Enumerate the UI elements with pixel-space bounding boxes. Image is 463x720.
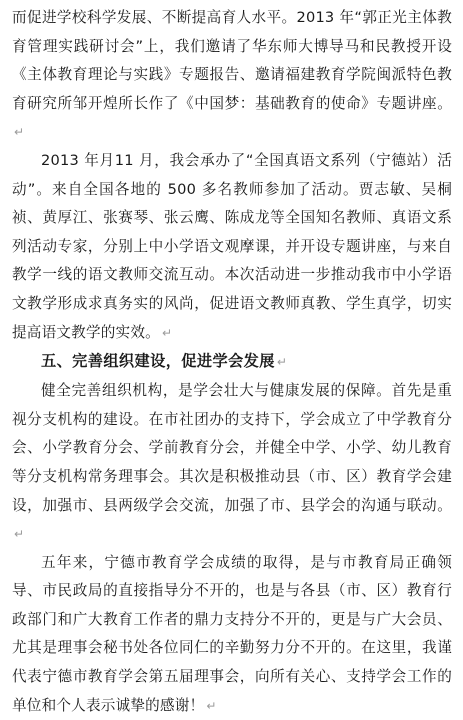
paragraph-1 <box>12 4 452 147</box>
paragraph-2-text: 2013 年月11 月，我会承办了“全国真语文系列（宁德站）活动”。来自全国各地的 500 多名教师参加了活动。贾志敏、吴桐祯、黄厚江、张赛琴、张云鹰、陈成龙等全国知名教师、真语文系列活动专家，分别上中小学语文观摩课，并开设专题讲座，与来自教学一线的语文教师交流互动。本次活动进一步推动我市中小学语文教学形成求真务实的风尚，促进语文教师真教、学生真学，切实提高语文教学的实效。 <box>12 151 452 341</box>
document-page <box>12 4 452 720</box>
paragraph-2 <box>12 147 452 347</box>
paragraph-4-text: 五年来，宁德市教育学会成绩的取得，是与市教育局正确领导、市民政局的直接指导分不开的，也是与各县（市、区）教育行政部门和广大教育工作者的鼎力支持分不开的，更是与广大会员、尤其是理事会秘书处各位同仁的辛勤努力分不开的。在这里，我谨代表宁德市教育学会第五届理事会，向所有关心、支持学会工作的单位和个人表示诚挚的感谢！ <box>12 553 452 714</box>
section-heading-text: 五、完善组织建设，促进学会发展 <box>41 352 275 371</box>
paragraph-mark-icon: ↵ <box>206 698 217 713</box>
paragraph-3-text: 健全完善组织机构，是学会壮大与健康发展的保障。首先是重视分支机构的建设。在市社团办的支持下，学会成立了中学教育分会、小学教育分会、学前教育分会，并健全中学、小学、幼儿教育等分支机构常务理事会。其次是积极推动县（市、区）教育学会建设，加强市、县两级学会交流，加强了市、县学会的沟通与联动。 <box>12 382 452 514</box>
section-heading <box>12 347 452 377</box>
paragraph-mark-icon: ↵ <box>14 527 25 542</box>
paragraph-3 <box>12 377 452 549</box>
paragraph-mark-icon: ↵ <box>14 125 25 140</box>
paragraph-mark-icon: ↵ <box>276 355 288 370</box>
paragraph-mark-icon: ↵ <box>161 325 173 340</box>
paragraph-4 <box>12 549 452 720</box>
paragraph-1-text: 而促进学校科学发展、不断提高育人水平。2013 年“郭正光主体教育管理实践研讨会”上，我们邀请了华东师大博导马和民教授开设《主体教育理论与实践》专题报告、邀请福建教育学院闽派特色教育研究所邹开煌所长作了《中国梦：基础教育的使命》专题讲座。 <box>12 9 452 112</box>
